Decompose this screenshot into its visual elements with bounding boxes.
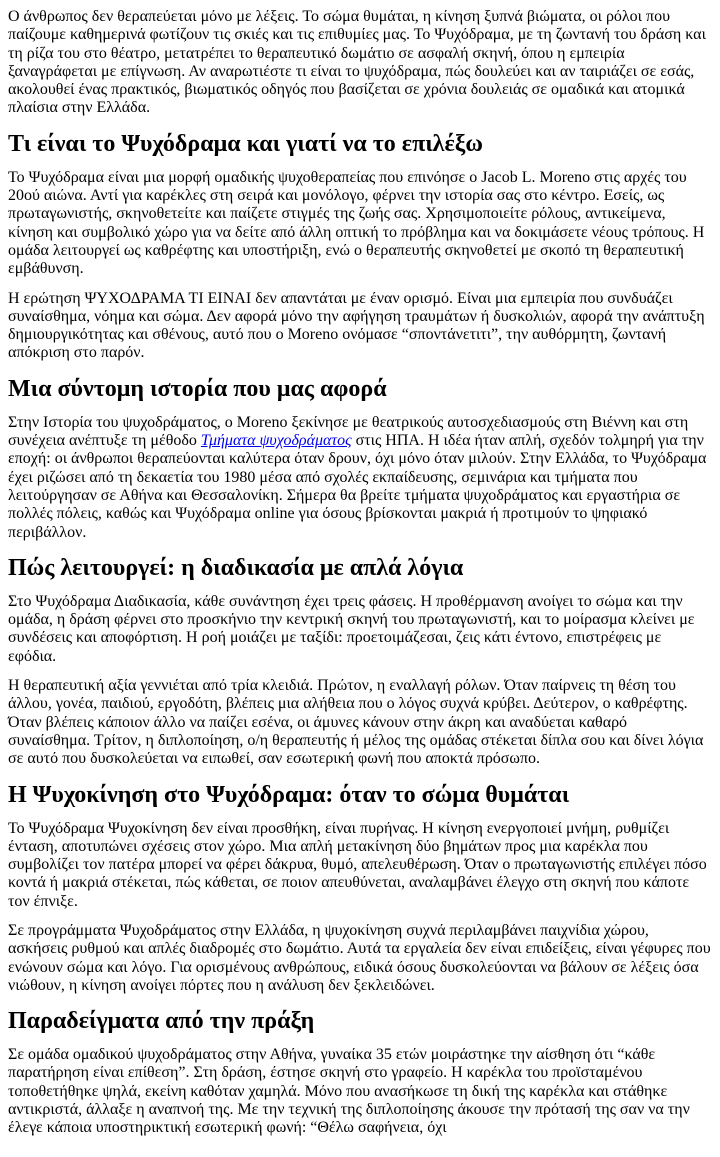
psychodrama-departments-link[interactable]	[201, 432, 352, 449]
heading-practice-examples: Παραδείγματα από την πράξη	[8, 1008, 315, 1035]
psychokinesis-paragraph-1: Το Ψυχόδραμα Ψυχοκίνηση δεν είναι προσθήκη, είναι πυρήνας. Η κίνηση ενεργοποιεί μνήμη, ρυθμίζει ένταση, αποτυπώνει σχέσεις στον χώρο. Μια απλή μετακίνηση δύο βημάτων προς μια καρέκλα που συμβολίζει τον πατέρα μπορεί να φέρει δάκρυα, θυμό, απελευθέρωση. Όταν ο πρωταγωνιστής επιλέγει πόσο κοντά ή μακριά στέκεται, πώς κάθεται, σε ποιον απευθύνεται, αναλαμβάνει έλεγχο στη σκηνή που κάποτε τον έπνιξε.	[8, 819, 707, 910]
heading-short-history: Μια σύντομη ιστορία που μας αφορά	[8, 375, 387, 402]
intro-paragraph: Ο άνθρωπος δεν θεραπεύεται μόνο με λέξεις. Το σώμα θυμάται, η κίνηση ξυπνά βιώματα, οι ρόλοι που παίζουμε καθημερινά φωτίζουν τις σκιές και τις επιθυμίες μας. Το Ψυχόδραμα, με τη ζωντανή του δράση και τη ρίζα του στο θέατρο, μετατρέπει το θεραπευτικό δωμάτιο σε ασφαλή σκηνή, όπου η εμπειρία ξαναγράφεται με επίγνωση. Αν αναρωτιέστε τι είναι το ψυχόδραμα, πώς δουλεύει και αν ταιριάζει σε εσάς, ακολουθεί ένας πρακτικός, βιωματικός οδηγός που βασίζεται σε χρόνια δουλειάς σε ομαδικά και ατομικά πλαίσια στην Ελλάδα.	[8, 8, 706, 117]
practice-example-paragraph: Σε ομάδα ομαδικού ψυχοδράματος στην Αθήνα, γυναίκα 35 ετών μοιράστηκε την αίσθηση ότι “κάθε παρατήρηση είναι επίθεση”. Στη δράση, έστησε σκηνή στο γραφείο. Η καρέκλα του προϊσταμένου τοποθετήθηκε ψηλά, εκείνη καθόταν χαμηλά. Μόνο που ανασήκωσε τη δική της καρέκλα και στάθηκε αντικριστά, άλλαξε η αναπνοή της. Με την τεχνική της διπλοποίησης άκουσε την πρότασή της σαν να την έλεγε κάποια υποστηρικτική εσωτερική φωνή: “Θέλω σαφήνεια, όχι	[8, 1046, 690, 1137]
what-is-paragraph-2: Η ερώτηση ΨΥΧΟΔΡΑΜΑ ΤΙ ΕΙΝΑΙ δεν απαντάται με έναν ορισμό. Είναι μια εμπειρία που συνδυάζει συναίσθημα, νόημα και σώμα. Δεν αφορά μόνο την αφήγηση τραυμάτων ή δυσκολιών, αφορά την ανάπτυξη δημιουργικότητας και σθένους, αυτό που ο Moreno ονόμασε “σποντάνετιτι”, την αυθόρμητη, ζωντανή απόκριση στο παρόν.	[8, 289, 705, 362]
heading-how-it-works: Πώς λειτουργεί: η διαδικασία με απλά λόγια	[8, 554, 464, 581]
how-it-works-paragraph-1: Στο Ψυχόδραμα Διαδικασία, κάθε συνάντηση έχει τρεις φάσεις. Η προθέρμανση ανοίγει το σώμα και την ομάδα, η δράση φέρνει στο προσκήνιο την κεντρική σκηνή του πρωταγωνιστή, και το μοίρασμα κλείνει με συνδέσεις και αποφόρτιση. Η ροή μοιάζει με ταξίδι: προετοιμάζεσαι, ζεις κάτι έντονο, επιστρέφεις με εφόδια.	[8, 592, 695, 665]
history-paragraph	[8, 414, 712, 542]
how-it-works-paragraph-2: Η θεραπευτική αξία γεννιέται από τρία κλειδιά. Πρώτον, η εναλλαγή ρόλων. Όταν παίρνεις τη θέση του άλλου, γονέα, παιδιού, εργοδότη, βλέπεις μια αλήθεια που ο λόγος συχνά κρύβει. Δεύτερον, ο καθρέφτης. Όταν βλέπεις κάποιον άλλο να παίζει εσένα, οι άμυνες κάνουν στην άκρη και αναδύεται καθαρό συναίσθημα. Τρίτον, η διπλοποίηση, ο/η θεραπευτής ή μέλος της ομάδας στέκεται δίπλα σου και δίνει λόγια σε αυτό που δυσκολεύεται να ειπωθεί, σαν εσωτερική φωνή που αποκτά πρόσωπο.	[8, 677, 704, 768]
heading-psychokinesis: Η Ψυχοκίνηση στο Ψυχόδραμα: όταν το σώμα θυμάται	[8, 781, 570, 808]
psychodrama-departments-link-label: Τμήματα ψυχοδράματος	[200, 432, 352, 450]
what-is-paragraph-1: Το Ψυχόδραμα είναι μια μορφή ομαδικής ψυχοθεραπείας που επινόησε ο Jacob L. Moreno στις αρχές του 20ού αιώνα. Αντί για καρέκλες στη σειρά και μονόλογο, φέρνει την ιστορία σας στο κέντρο. Εσείς, ως πρωταγωνιστής, σκηνοθετείτε και παίζετε στιγμές της ζωής σας. Χρησιμοποιείτε ρόλους, αντικείμενα, κίνηση και συμβολικό χώρο για να δείτε από άλλη οπτική το πρόβλημα και να δοκιμάσετε νέους τρόπους. Η ομάδα λειτουργεί ως καθρέφτης και υποστήριξη, ενώ ο θεραπευτής σκηνοθετεί με σκοπό τη θεραπευτική εμβάθυνση.	[8, 168, 705, 278]
history-text-before-link: Στην Ιστορία του ψυχοδράματος, ο Moreno ξεκίνησε με θεατρικούς αυτοσχεδιασμούς στη Βιέννη και στη συνέχεια ανέπτυξε τη μέθοδο	[8, 413, 689, 450]
history-text-after-link: στις ΗΠΑ. Η ιδέα ήταν απλή, σχεδόν τολμηρή για την εποχή: οι άνθρωποι θεραπεύονται καλύτερα όταν δρουν, όχι μόνο όταν μιλούν. Στην Ελλάδα, το Ψυχόδραμα έχει ριζώσει από τη δεκαετία του 1980 μέσα από σχολές εκπαίδευσης, σεμινάρια και τμήματα που λειτούργησαν σε Αθήνα και Θεσσαλονίκη. Σήμερα θα βρείτε τμήματα ψυχοδράματος και εργαστήρια σε πολλές πόλεις, καθώς και Ψυχόδραμα online για όσους βρίσκονται μακριά ή προτιμούν το ψηφιακό περιβάλλον.	[8, 432, 707, 541]
psychokinesis-paragraph-2: Σε προγράμματα Ψυχοδράματος στην Ελλάδα, η ψυχοκίνηση συχνά περιλαμβάνει παιχνίδια χώρου, ασκήσεις ρυθμού και απλές διαδρομές στο δωμάτιο. Αυτά τα εργαλεία δεν είναι επιδείξεις, είναι γέφυρες που ενώνουν σώμα και λόγο. Για ορισμένους ανθρώπους, ειδικά όσους δυσκολεύονται να βάλουν σε λέξεις όσα νιώθουν, η κίνηση ανοίγει πόρτες που η ανάλυση δεν ξεκλειδώνει.	[8, 921, 711, 994]
heading-what-is-psychodrama: Τι είναι το Ψυχόδραμα και γιατί να το επιλέξω	[8, 130, 483, 157]
